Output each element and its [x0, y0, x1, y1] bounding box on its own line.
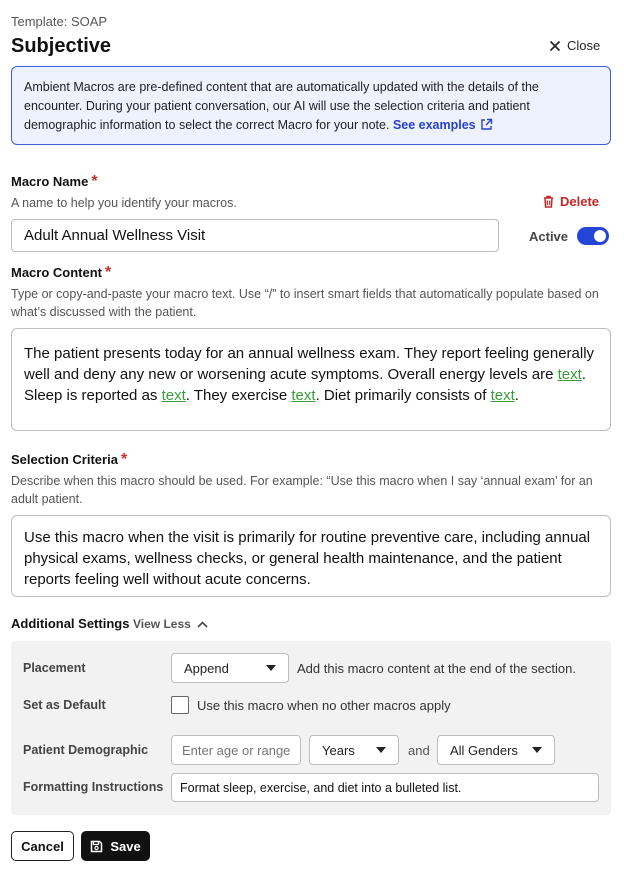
trash-icon: [543, 195, 554, 208]
info-text: Ambient Macros are pre-defined content that are automatically updated with the details of the encounter. During your patient conversation, our AI will use the selection criteria and patient demographic information to select the correct Macro for your note.: [24, 80, 539, 132]
delete-button[interactable]: [543, 194, 599, 209]
close-icon: [549, 40, 561, 52]
content-text: . Diet primarily consists of: [315, 387, 491, 404]
and-label: and: [408, 743, 430, 758]
close-label: Close: [567, 38, 601, 53]
content-text: The patient presents today for an annual wellness exam. They report feeling generally well and deny any new or worsening acute symptoms. Overall energy levels are: [24, 345, 595, 383]
patient-demographic-label: Patient Demographic: [23, 743, 149, 757]
see-examples-link[interactable]: See examples: [393, 118, 493, 132]
toggle-knob: [594, 230, 606, 242]
template-label: Template: SOAP: [11, 14, 108, 29]
content-text: .: [514, 387, 519, 404]
save-icon: [90, 840, 103, 853]
additional-settings-title: Additional Settings: [11, 616, 130, 631]
macro-name-help: A name to help you identify your macros.: [11, 196, 237, 210]
smart-field[interactable]: text: [161, 387, 186, 404]
placement-description: Add this macro content at the end of the section.: [297, 661, 576, 676]
gender-value: All Genders: [450, 742, 518, 758]
view-less-toggle[interactable]: [133, 617, 208, 631]
macro-content-editor[interactable]: [11, 328, 611, 431]
save-button[interactable]: [81, 831, 150, 861]
smart-field[interactable]: text: [291, 387, 316, 404]
age-unit-select[interactable]: [309, 735, 399, 765]
formatting-instructions-label: Formatting Instructions: [23, 780, 164, 794]
view-less-label: View Less: [133, 617, 191, 631]
gender-select[interactable]: [437, 735, 555, 765]
caret-down-icon: [532, 747, 542, 753]
set-default-checkbox-label: Use this macro when no other macros apply: [197, 698, 451, 713]
macro-content-help: Type or copy-and-paste your macro text. Use “/” to insert smart fields that automatically populate based on what’s discussed with the patient.: [11, 287, 599, 319]
smart-field[interactable]: text: [490, 387, 515, 404]
active-label: Active: [529, 229, 569, 244]
macro-name-label: Macro Name: [11, 174, 89, 189]
content-text: . They exercise: [185, 387, 292, 404]
selection-criteria-label-row: [11, 451, 127, 469]
placement-value: Append: [184, 660, 229, 676]
cancel-button[interactable]: Cancel: [11, 831, 74, 861]
selection-criteria-label: Selection Criteria: [11, 452, 118, 467]
active-toggle[interactable]: [577, 227, 609, 245]
smart-field[interactable]: text: [557, 366, 582, 383]
save-label: Save: [110, 838, 141, 854]
set-default-label: Set as Default: [23, 698, 106, 712]
required-marker: *: [120, 451, 128, 468]
content-text: . Sleep is reported as: [24, 366, 586, 404]
page-title: Subjective: [11, 35, 112, 57]
chevron-up-icon: [197, 621, 208, 628]
age-range-input[interactable]: [171, 735, 301, 765]
selection-criteria-editor[interactable]: Use this macro when the visit is primarily for routine preventive care, including annual physical exams, wellness checks, or general health maintenance, and the patient reports feeling well without acute concerns.: [11, 515, 611, 597]
required-marker: *: [91, 173, 98, 190]
selection-criteria-help: Describe when this macro should be used. For example: “Use this macro when I say ‘annual exam’ for an adult patient.: [11, 474, 593, 506]
age-unit-value: Years: [322, 742, 355, 758]
macro-content-label: Macro Content: [11, 265, 102, 280]
macro-name-input[interactable]: [11, 219, 499, 252]
caret-down-icon: [376, 747, 386, 753]
formatting-instructions-input[interactable]: [171, 773, 599, 802]
macro-content-label-row: [11, 264, 111, 282]
caret-down-icon: [266, 665, 276, 671]
info-banner: [11, 66, 611, 145]
placement-label: Placement: [23, 661, 86, 675]
set-default-checkbox[interactable]: [171, 696, 189, 714]
placement-select[interactable]: [171, 653, 289, 683]
external-link-icon: [480, 118, 493, 131]
required-marker: *: [105, 264, 112, 281]
macro-name-label-row: [11, 173, 98, 191]
close-button[interactable]: [549, 38, 600, 53]
delete-label: Delete: [560, 194, 600, 209]
